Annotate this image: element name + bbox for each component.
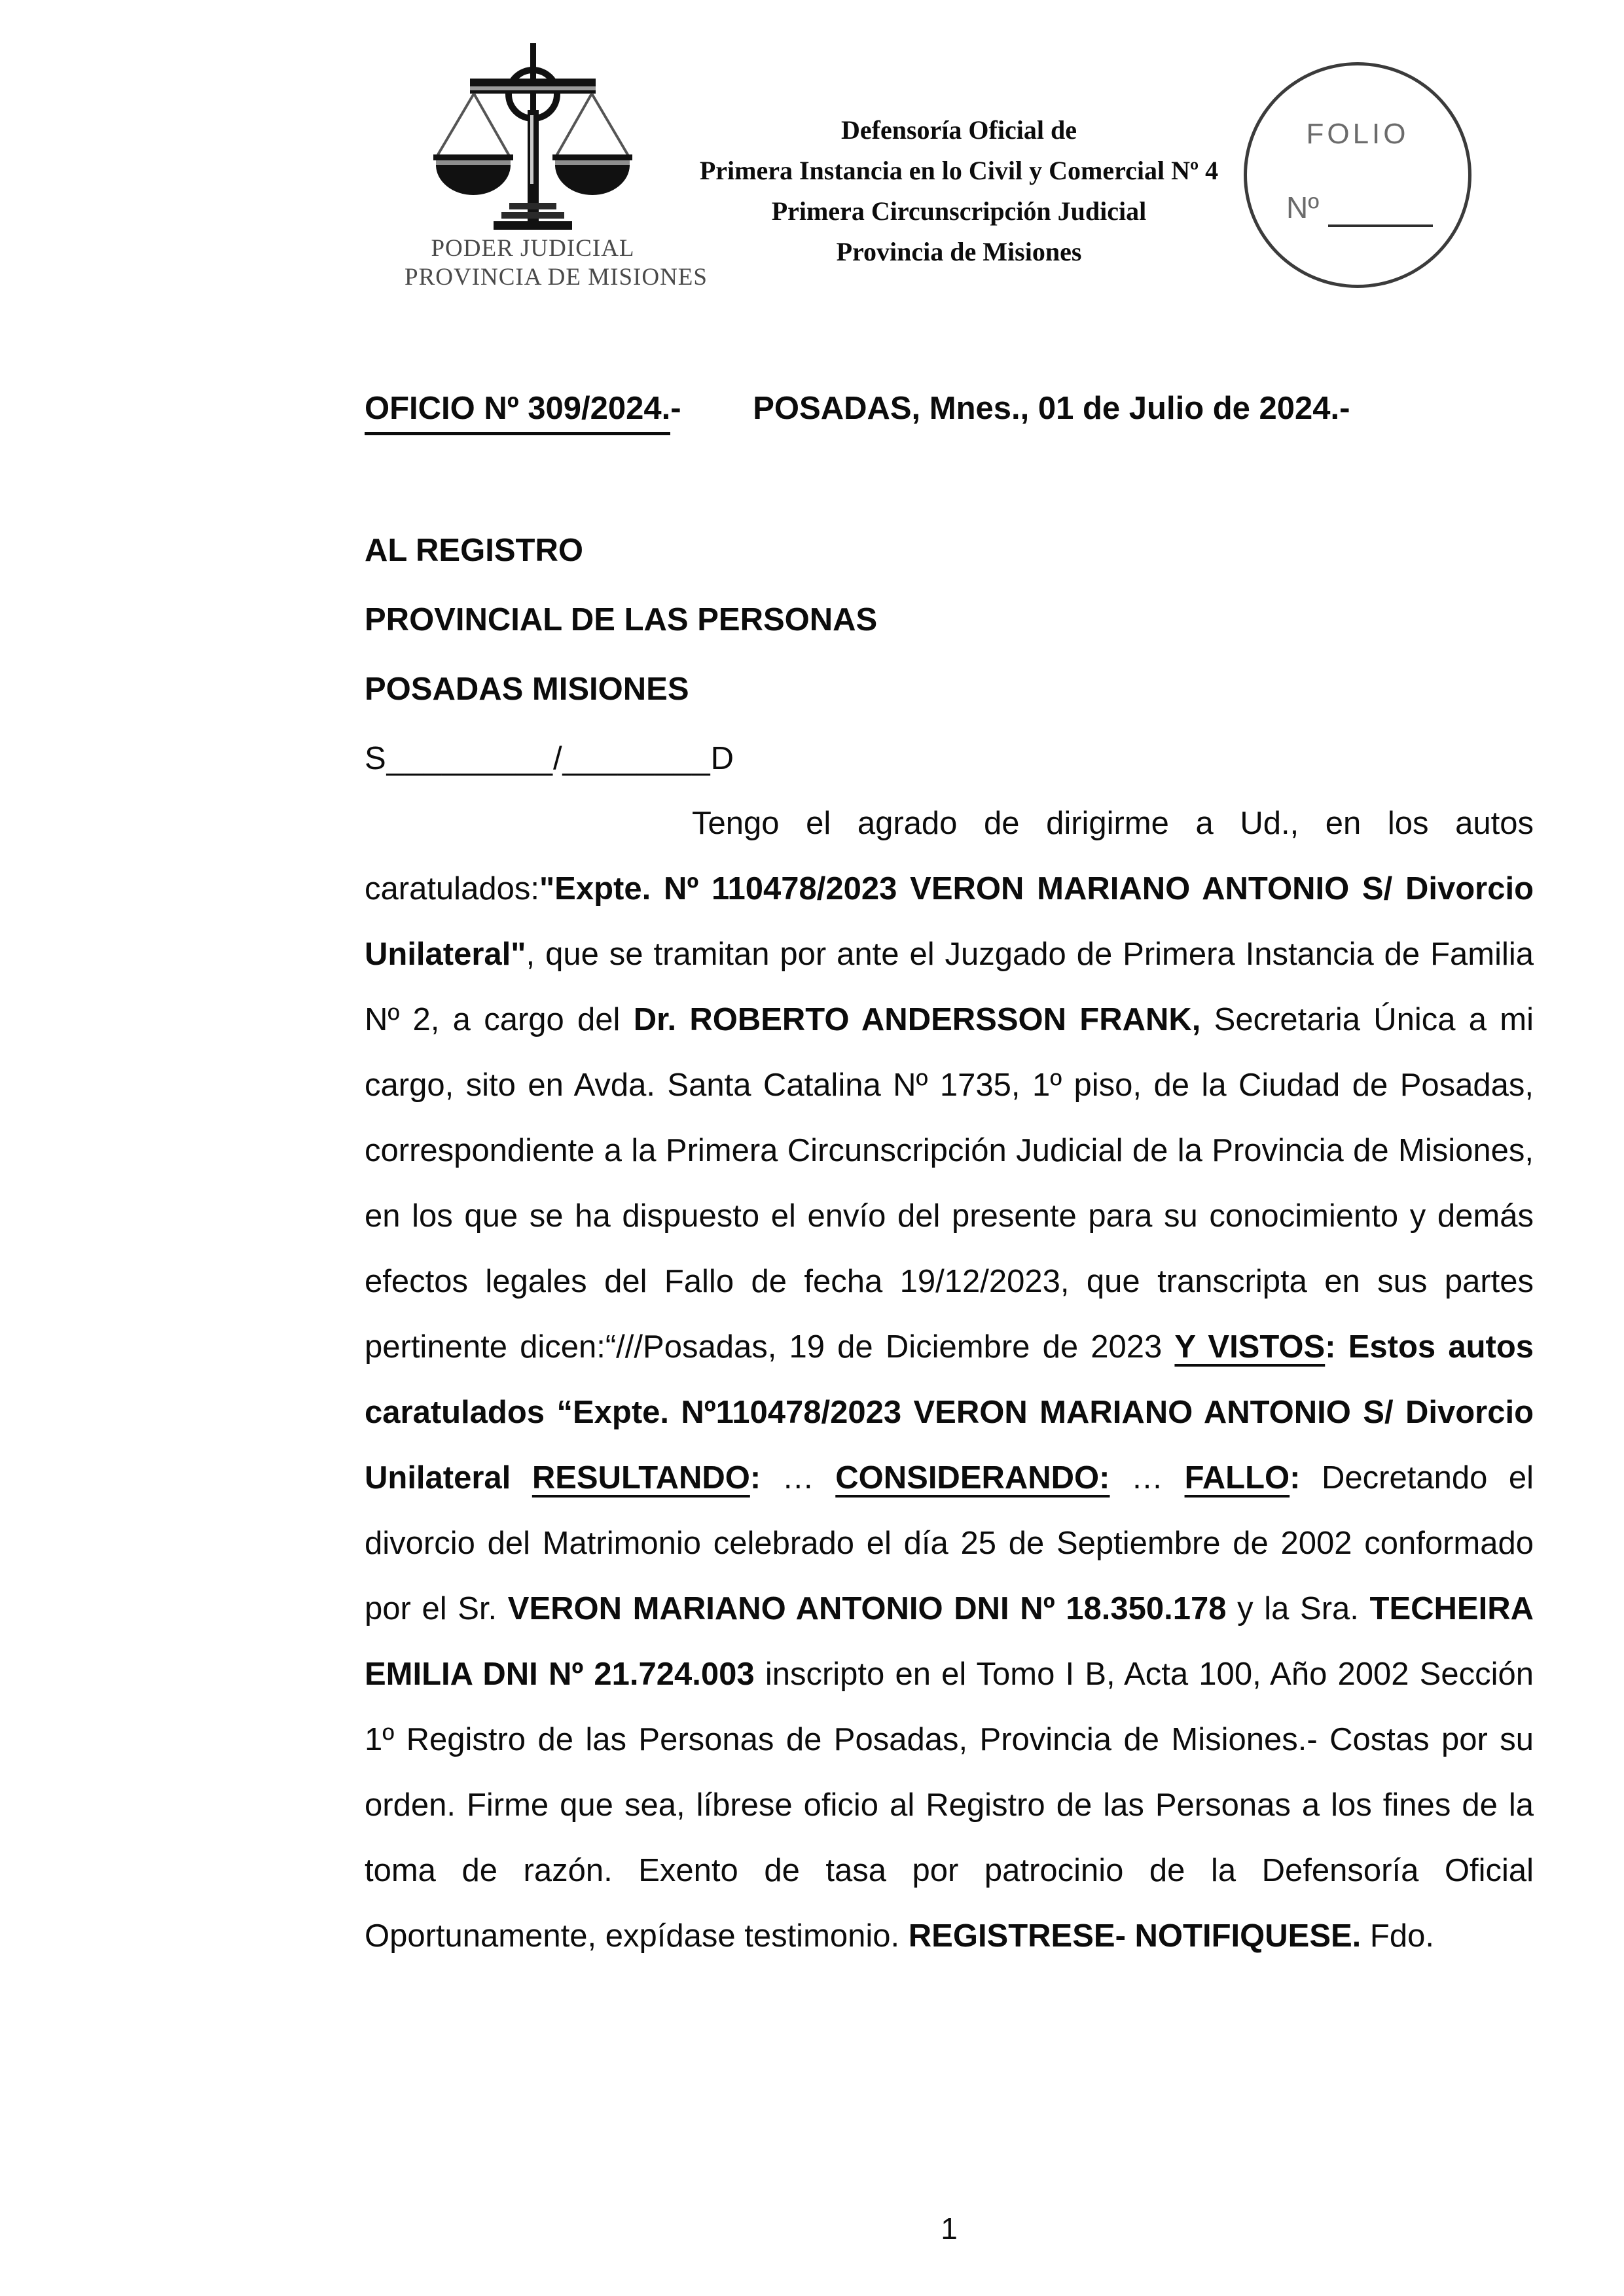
judicial-logo [405, 38, 708, 292]
body-segment: TECHEIRA EMILIA DNI Nº 21.724.003 [365, 1591, 1534, 1692]
body-segment: "Expte. Nº 110478/2023 VERON MARIANO ANTONIO S/ Divorcio Unilateral" [365, 871, 1534, 972]
folio-stamp-number-row [1286, 190, 1433, 227]
folio-stamp [1244, 62, 1471, 288]
oficio-reference-suffix: - [670, 391, 681, 426]
letterhead-line: Primera Circunscripción Judicial [771, 196, 1147, 226]
folio-stamp-blank-line [1328, 224, 1433, 227]
body-segment: inscripto en el Tomo I B, Acta 100, Año 2002 Sección 1º Registro de las Personas de Posadas, Provincia de Misiones.- Costas por su orden. Firme que sea, líbrese oficio al Registro de las Personas a los fines de la toma de razón. Exento de tasa por patrocinio de la Defensoría Oficial Oportunamente, expídase testimonio. [365, 1657, 1534, 1954]
body-segment: RESULTANDO [532, 1460, 750, 1496]
folio-stamp-number-label: Nº [1286, 190, 1320, 224]
body-segment: Fdo. [1361, 1918, 1434, 1954]
folio-stamp-title: FOLIO [1306, 118, 1409, 150]
body-segment: Secretaria Única a mi cargo, sito en Avda. Santa Catalina Nº 1735, 1º piso, de la Ciudad de Posadas, correspondiente a la Primera Circunscripción Judicial de la Provincia de Misiones, en los que se ha dispuesto el envío del presente para su conocimiento y demás efectos legales del Fallo de fecha 19/12/2023, que transcripta en sus partes pertinente dicen:“///Posadas, 19 de Diciembre de 2023 [365, 1002, 1534, 1365]
body-segment: , que se tramitan por ante el Juzgado de Primera Instancia de Familia Nº 2, a cargo del [365, 937, 1534, 1037]
addressee-block [365, 516, 1534, 793]
body-segment: : Estos autos caratulados “Expte. Nº110478/2023 VERON MARIANO ANTONIO S/ Divorcio Unilateral [365, 1329, 1534, 1496]
body-paragraph [365, 791, 1534, 1969]
scales-of-justice-icon [405, 38, 661, 234]
body-segment: Decretando el divorcio del Matrimonio celebrado el día 25 de Septiembre de 2002 conformado por el Sr. [365, 1460, 1534, 1626]
letterhead-line: Provincia de Misiones [836, 237, 1082, 266]
body-segment: : [749, 1460, 782, 1496]
body-segment: REGISTRESE- NOTIFIQUESE. [908, 1918, 1362, 1954]
letterhead [677, 110, 1240, 272]
body-segment: : [1290, 1460, 1322, 1496]
logo-caption-poder-judicial: PODER JUDICIAL [431, 235, 635, 262]
reference-line [365, 390, 1534, 435]
page-number: 1 [941, 2212, 958, 2246]
body-segment: … [782, 1460, 836, 1496]
body-segment: FALLO [1184, 1460, 1290, 1496]
letterhead-line: Primera Instancia en lo Civil y Comercial Nº 4 [699, 156, 1219, 185]
oficio-reference: OFICIO Nº 309/2024. [365, 390, 670, 435]
addressee-line: POSADAS MISIONES [365, 672, 689, 707]
letterhead-line: Defensoría Oficial de [841, 115, 1077, 145]
body-segment: … [1110, 1460, 1185, 1496]
body-segment: CONSIDERANDO: [835, 1460, 1110, 1496]
body-segment: Y VISTOS [1174, 1329, 1326, 1365]
addressee-line: PROVINCIAL DE LAS PERSONAS [365, 602, 878, 637]
body-segment: Dr. ROBERTO ANDERSSON FRANK, [633, 1002, 1201, 1037]
body-segment: y la Sra. [1226, 1591, 1370, 1626]
dateline: POSADAS, Mnes., 01 de Julio de 2024.- [753, 391, 1350, 426]
salutation-line: S_________/________D [365, 741, 734, 776]
body-segment: Tengo el agrado de dirigirme a Ud., en los autos caratulados: [365, 806, 1534, 906]
logo-caption-provincia: PROVINCIA DE MISIONES [405, 264, 708, 291]
addressee-line: AL REGISTRO [365, 533, 583, 568]
body-segment: VERON MARIANO ANTONIO DNI Nº 18.350.178 [507, 1591, 1227, 1626]
